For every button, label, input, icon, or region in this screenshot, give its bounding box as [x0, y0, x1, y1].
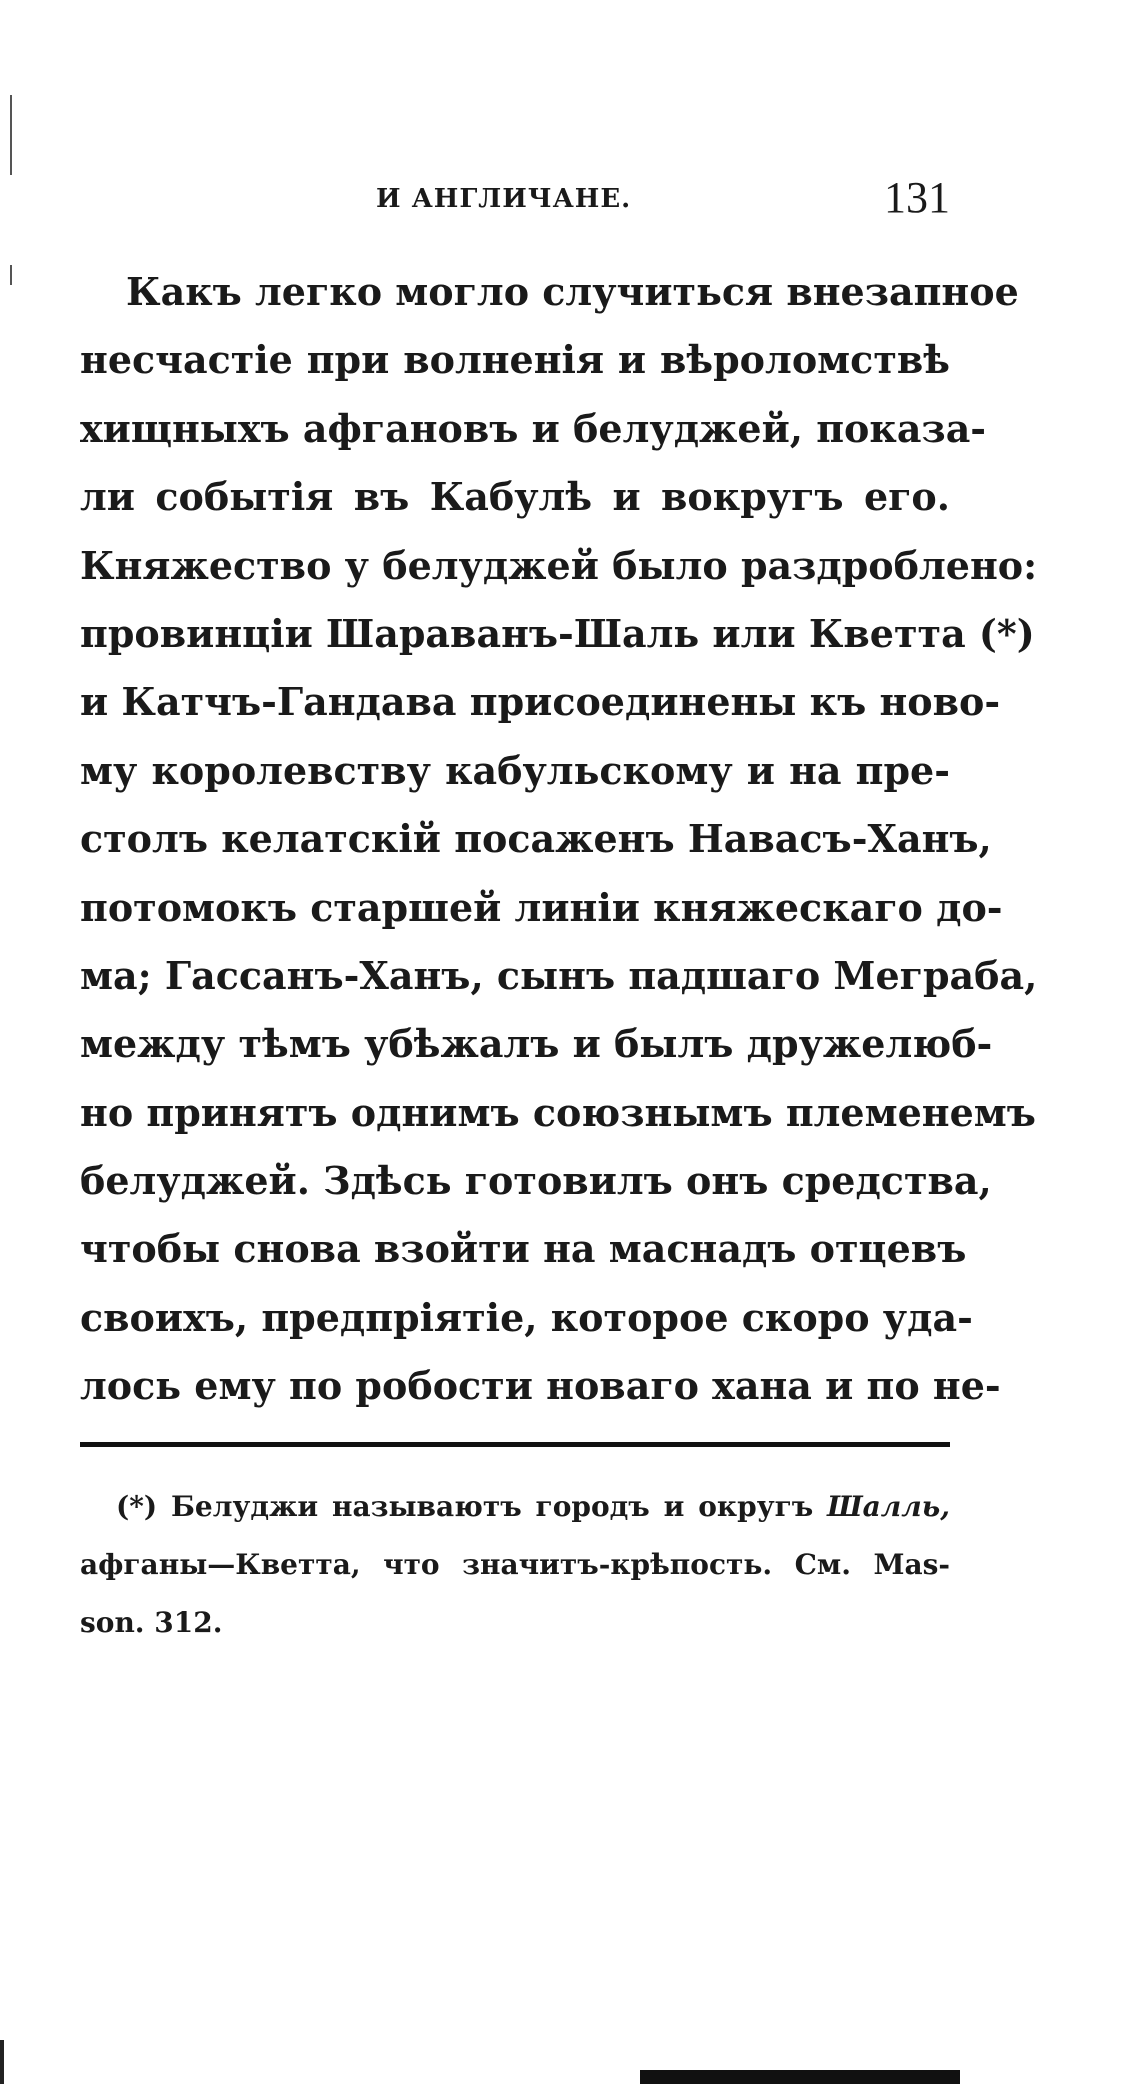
footnote-line: son. 312. [80, 1606, 223, 1639]
text-line: и Катчъ-Гандава присоединены къ ново- [80, 679, 1001, 725]
footnote-line: афганы—Кветта, что значитъ-крѣпость. См. Mas- [80, 1548, 950, 1581]
footnote [80, 1478, 950, 1652]
text-line: несчастіе при волненія и вѣроломствѣ [80, 337, 950, 383]
body-text [80, 258, 1038, 1421]
page-header [80, 172, 950, 232]
text-line: лось ему по робости новаго хана и по не- [80, 1363, 1001, 1409]
text-line: но принятъ однимъ союзнымъ племенемъ [80, 1089, 1036, 1135]
footnote-divider [80, 1442, 950, 1447]
text-line: му королевству кабульскому и на пре- [80, 747, 950, 793]
text-line: чтобы снова взойти на маснадъ отцевъ [80, 1226, 967, 1272]
page-edge-mark [10, 265, 12, 285]
text-line: ли событія въ Кабулѣ и вокругъ его. [80, 474, 950, 520]
text-line: провинціи Шараванъ-Шаль или Кветта (*) [80, 610, 1035, 656]
text-line: столъ келатскій посаженъ Навасъ-Ханъ, [80, 816, 992, 862]
text-line: хищныхъ афгановъ и белуджей, показа- [80, 405, 987, 451]
text-line: потомокъ старшей линіи княжескаго до- [80, 884, 1003, 930]
page-edge-mark [10, 95, 12, 175]
page-number: 131 [884, 173, 950, 222]
page-edge-mark [0, 2040, 4, 2084]
running-head: И АНГЛИЧАНЕ. [376, 184, 632, 214]
text-line: Княжество у белуджей было раздроблено: [80, 542, 1038, 588]
text-line: Какъ легко могло случиться внезапное [126, 269, 1019, 314]
footnote-italic-word: Шалль, [827, 1490, 950, 1523]
text-line: своихъ, предпріятіе, которое скоро уда- [80, 1294, 973, 1340]
footnote-line [80, 1478, 950, 1536]
text-line: между тѣмъ убѣжалъ и былъ дружелюб- [80, 1021, 993, 1067]
footnote-text: (*) Белуджи называютъ городъ и округъ [116, 1490, 814, 1523]
text-line: ма; Гассанъ-Ханъ, сынъ падшаго Меграба, [80, 952, 1038, 998]
text-line: белуджей. Здѣсь готовилъ онъ средства, [80, 1158, 992, 1204]
page-bottom-shadow [640, 2070, 960, 2084]
